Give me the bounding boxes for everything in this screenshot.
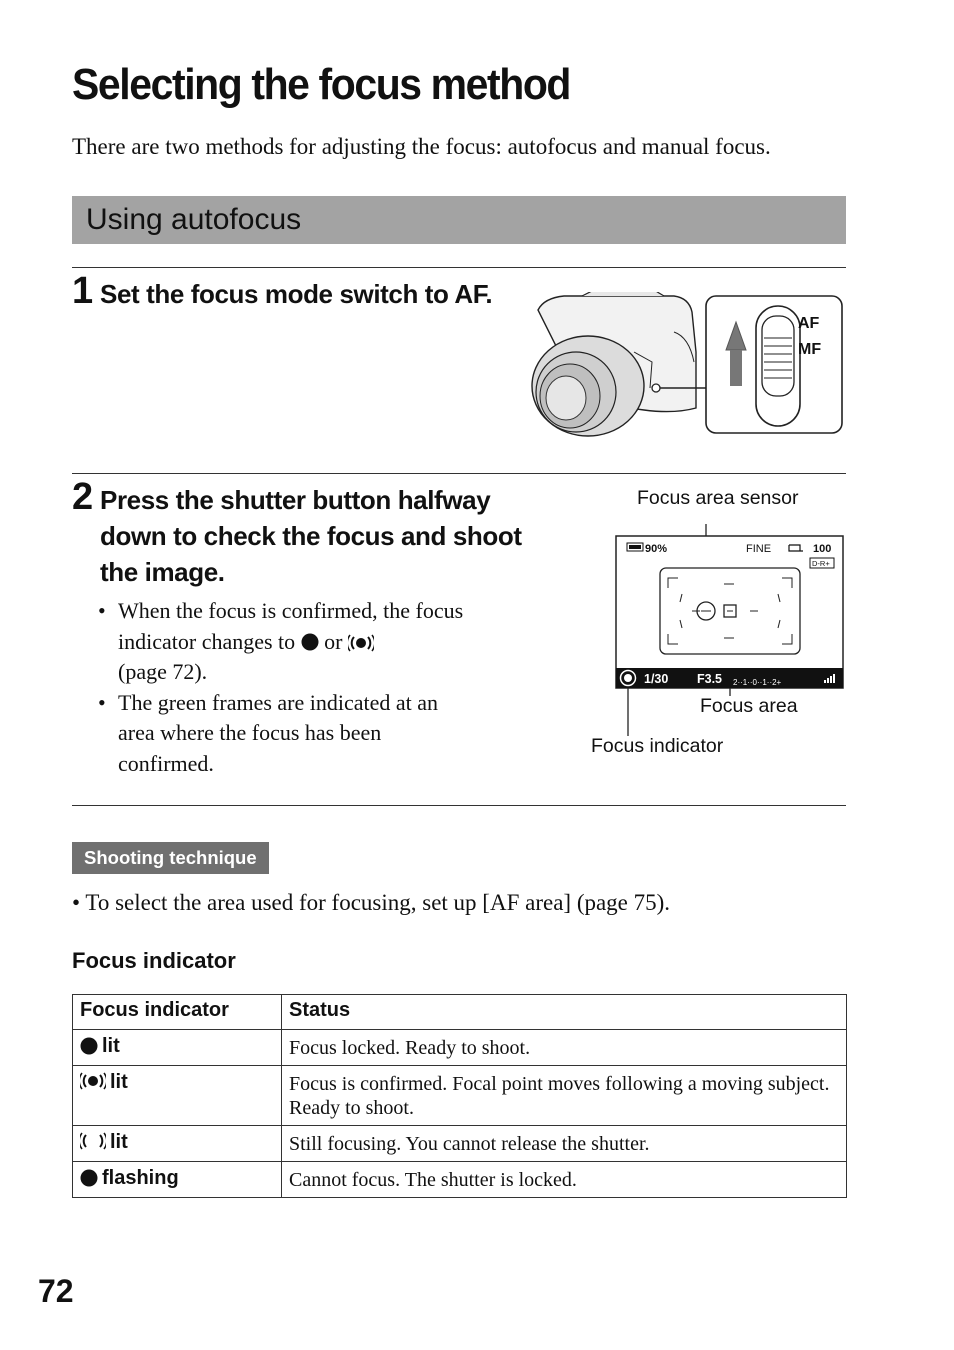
solid-dot-icon xyxy=(80,1169,98,1187)
table-header-row xyxy=(73,995,847,1030)
lcd-screen-diagram xyxy=(596,510,848,762)
focus-area-label: Focus area xyxy=(700,695,798,717)
focus-indicator-heading: Focus indicator xyxy=(72,948,236,973)
bullet-line: • The green frames are indicated at an xyxy=(118,689,439,715)
indicator-state: flashing xyxy=(102,1167,179,1189)
dro-indicator: D-R+ xyxy=(812,559,830,568)
bullet-line: • When the focus is confirmed, the focus xyxy=(118,598,464,623)
step-text-line: Press the shutter button halfway xyxy=(100,485,491,515)
indicator-state: lit xyxy=(102,1035,120,1057)
aperture-value: F3.5 xyxy=(697,672,723,686)
indicator-cell xyxy=(73,1030,282,1066)
page-title: Selecting the focus method xyxy=(72,60,571,109)
bullet-line: area where the focus has been xyxy=(118,720,382,745)
intro-text: There are two methods for adjusting the focus: autofocus and manual focus. xyxy=(72,134,771,159)
indicator-cell xyxy=(73,1066,282,1126)
table-row xyxy=(73,1126,847,1162)
bullet-text: or xyxy=(324,628,343,654)
af-label: AF xyxy=(798,315,820,332)
status-cell: Focus is confirmed. Focal point moves following a moving subject. Ready to shoot. xyxy=(282,1066,847,1126)
step-number: 2 xyxy=(72,476,94,518)
image-quality: FINE xyxy=(746,543,772,555)
shutter-speed: 1/30 xyxy=(644,672,669,686)
column-header: Status xyxy=(282,995,847,1030)
bullet-text: indicator changes to xyxy=(118,628,296,654)
solid-dot-icon xyxy=(301,633,319,651)
bullet-line: confirmed. xyxy=(118,750,214,776)
step-text xyxy=(100,482,522,590)
focus-area-sensor-label: Focus area sensor xyxy=(637,487,799,509)
continuous-focus-icon xyxy=(348,633,374,653)
step-text-line: the image. xyxy=(100,557,225,587)
divider xyxy=(72,805,846,806)
table-row xyxy=(73,1030,847,1066)
shooting-technique-tag: Shooting technique xyxy=(72,842,269,874)
remaining-shots: 100 xyxy=(813,543,832,555)
step-text-line: down to check the focus and shoot xyxy=(100,521,522,551)
focus-indicator-table xyxy=(72,994,847,1198)
page-number: 72 xyxy=(38,1273,74,1309)
step-number: 1 xyxy=(72,270,94,312)
bullet-line: (page 72). xyxy=(118,659,208,684)
bullet-item xyxy=(98,688,518,780)
step-bullets xyxy=(98,596,518,779)
table-row xyxy=(73,1162,847,1198)
tip-item: • To select the area used for focusing, set up [AF area] (page 75). xyxy=(72,890,671,915)
divider xyxy=(72,473,846,474)
table-row xyxy=(73,1066,847,1126)
camera-illustration xyxy=(524,292,846,438)
mf-label: MF xyxy=(798,341,822,358)
column-header: Focus indicator xyxy=(73,995,282,1030)
indicator-state: lit xyxy=(110,1071,128,1093)
solid-dot-icon xyxy=(80,1037,98,1055)
status-cell: Focus locked. Ready to shoot. xyxy=(282,1030,847,1066)
section-heading: Using autofocus xyxy=(72,196,846,244)
bullet-item xyxy=(98,596,518,688)
exposure-scale: 2··1··0··1··2+ xyxy=(733,678,782,687)
focus-indicator-label: Focus indicator xyxy=(591,735,724,757)
bullet-line xyxy=(118,627,518,658)
focusing-brackets-icon xyxy=(80,1131,106,1151)
status-cell: Cannot focus. The shutter is locked. xyxy=(282,1162,847,1198)
divider xyxy=(72,267,846,268)
indicator-state: lit xyxy=(110,1131,128,1153)
indicator-cell xyxy=(73,1126,282,1162)
step-text: Set the focus mode switch to AF. xyxy=(100,279,493,309)
continuous-focus-icon xyxy=(80,1071,106,1091)
tip-text: To select the area used for focusing, set up [AF area] (page 75). xyxy=(85,890,671,915)
indicator-cell xyxy=(73,1162,282,1198)
battery-level: 90% xyxy=(645,543,668,555)
status-cell: Still focusing. You cannot release the shutter. xyxy=(282,1126,847,1162)
